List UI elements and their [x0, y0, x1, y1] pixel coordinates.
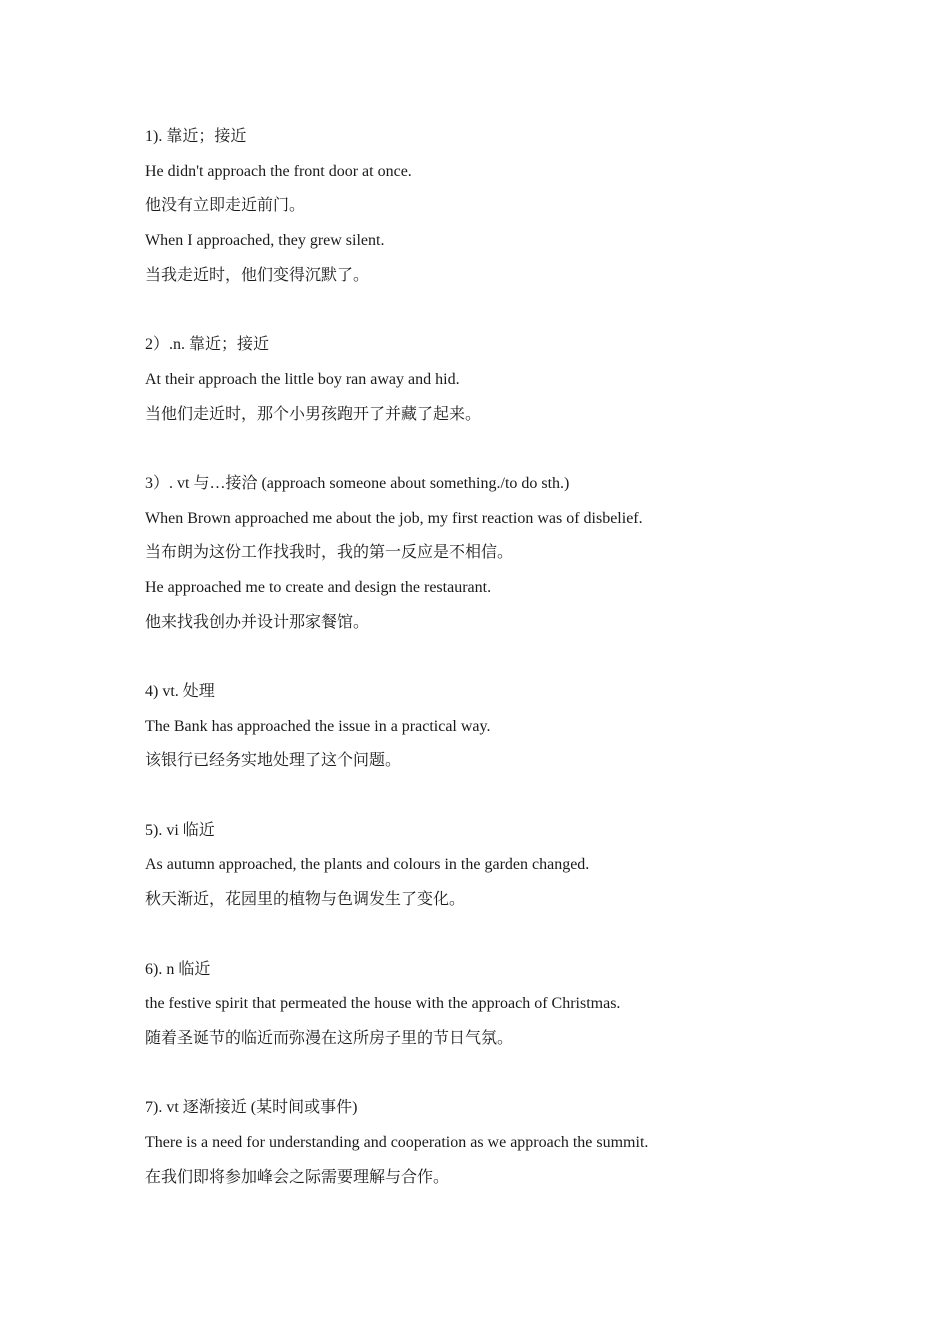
section-heading: 6). n 临近: [145, 960, 211, 978]
example-sentence-zh: 在我们即将参加峰会之际需要理解与合作。: [145, 1168, 450, 1186]
section-heading: 7). vt 逐渐接近 (某时间或事件): [145, 1099, 358, 1117]
document-body: [145, 124, 845, 1199]
example-sentence-en: When Brown approached me about the job, my first reaction was of disbelief.: [145, 509, 643, 527]
example-sentence-en: He approached me to create and design the restaurant.: [145, 578, 492, 596]
example-sentence-en: When I approached, they grew silent.: [145, 232, 385, 250]
example-sentence-zh: 当他们走近时，那个小男孩跑开了并藏了起来。: [145, 405, 482, 423]
section-heading: 5). vi 临近: [145, 821, 215, 839]
example-sentence-en: There is a need for understanding and cooperation as we approach the summit.: [145, 1133, 649, 1151]
section-spacer: [145, 922, 845, 957]
example-sentence-en: As autumn approached, the plants and colours in the garden changed.: [145, 856, 590, 874]
section-heading: 1). 靠近；接近: [145, 128, 247, 145]
example-sentence-zh: 他来找我创办并设计那家餐馆。: [145, 613, 370, 631]
section-heading: 3）. vt 与…接洽 (approach someone about something./to do sth.): [145, 474, 570, 492]
example-sentence-zh: 当布朗为这份工作找我时，我的第一反应是不相信。: [145, 544, 514, 562]
example-sentence-zh: 随着圣诞节的临近而弥漫在这所房子里的节日气氛。: [145, 1029, 514, 1047]
section-heading: 2）.n. 靠近；接近: [145, 336, 270, 354]
section-spacer: [145, 644, 845, 679]
example-sentence-en: the festive spirit that permeated the house with the approach of Christmas.: [145, 995, 621, 1013]
example-sentence-en: The Bank has approached the issue in a practical way.: [145, 717, 491, 735]
example-sentence-zh: 该银行已经务实地处理了这个问题。: [145, 752, 402, 770]
section-spacer: [145, 783, 845, 818]
section-spacer: [145, 1061, 845, 1096]
section-spacer: [145, 436, 845, 471]
section-heading: 4) vt. 处理: [145, 683, 215, 700]
example-sentence-zh: 当我走近时，他们变得沉默了。: [145, 266, 370, 284]
example-sentence-en: He didn't approach the front door at once.: [145, 162, 412, 180]
example-sentence-en: At their approach the little boy ran away and hid.: [145, 370, 460, 388]
example-sentence-zh: 秋天渐近，花园里的植物与色调发生了变化。: [145, 891, 466, 909]
example-sentence-zh: 他没有立即走近前门。: [145, 197, 306, 215]
section-spacer: [145, 297, 845, 332]
